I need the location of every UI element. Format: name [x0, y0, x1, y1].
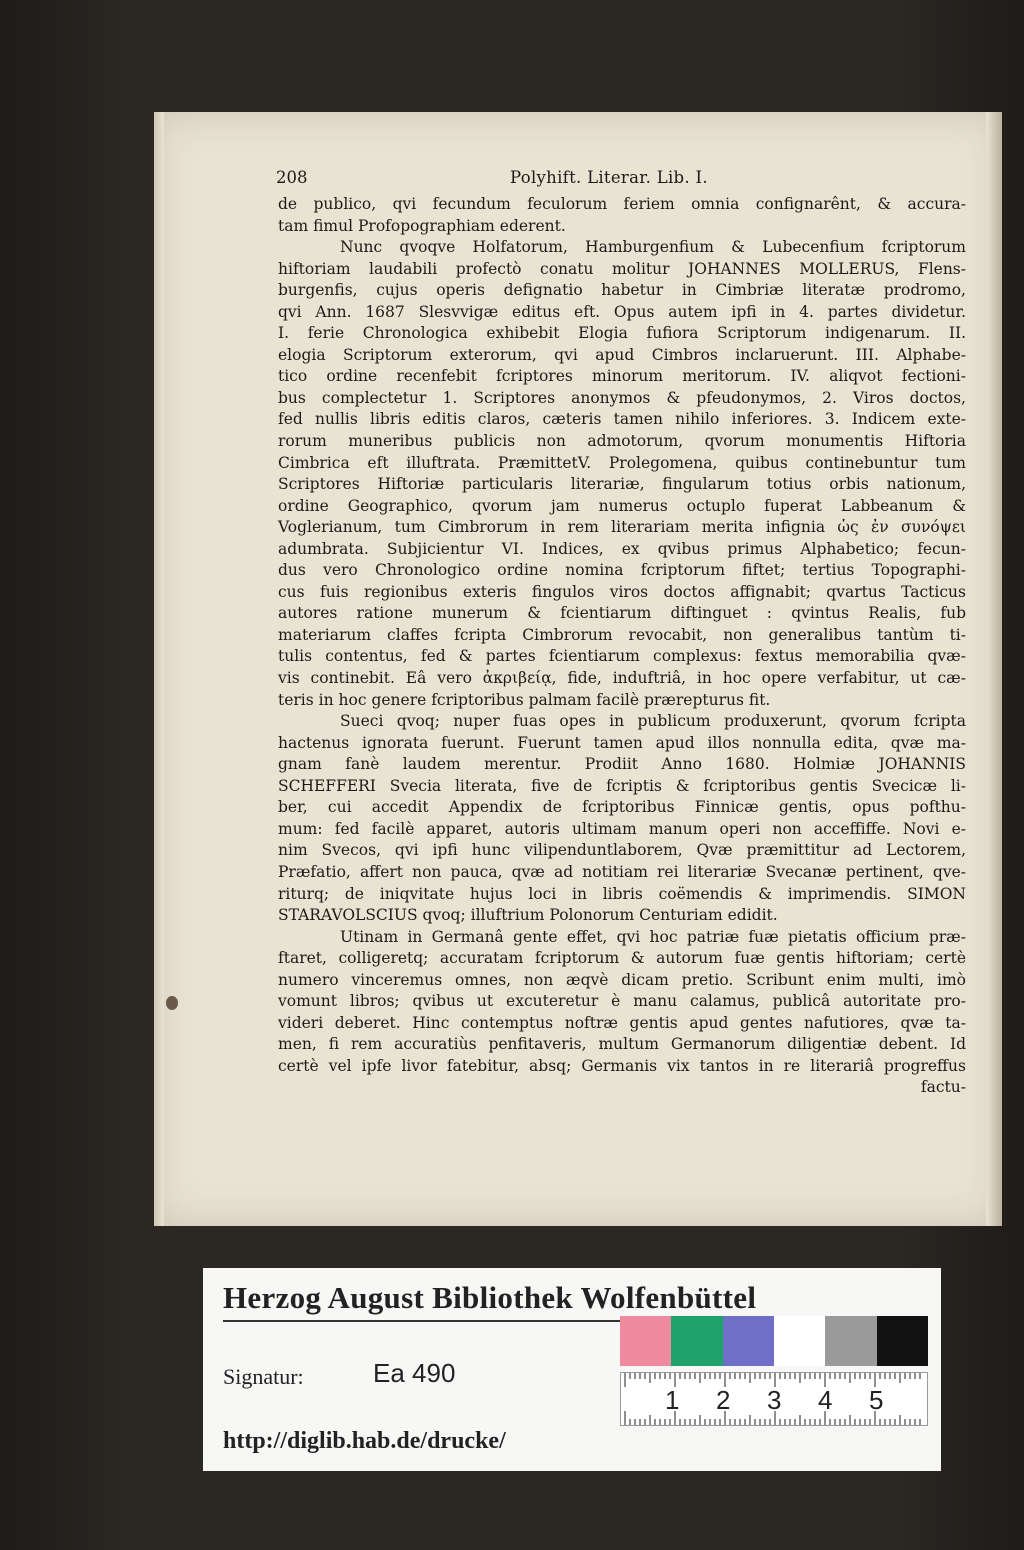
text-line: cus fuis regionibus exteris fingulos viros doctos affignabit; qvartus Tacticus — [278, 582, 966, 601]
text-line: ordine Geographico, qvorum jam numerus octuplo fuperat Labbeanum & — [278, 496, 966, 515]
ruler-number: 5 — [869, 1385, 884, 1415]
color-swatch — [620, 1316, 671, 1366]
body-text — [278, 194, 966, 1099]
text-line: ber, cui accedit Appendix de fcriptoribus Finnicæ gentis, opus pofthu- — [278, 798, 966, 817]
text-line: I. ferie Chronologica exhibebit Elogia fufiora Scriptorum indigenarum. II. — [278, 324, 966, 343]
color-swatch — [877, 1316, 928, 1366]
text-line: videri deberet. Hinc contemptus noftræ gentis apud gentes nafutiores, qvæ ta- — [278, 1013, 966, 1032]
text-line: tulis contentus, fed & partes fcientiarum complexus: fextus memorabilia qvæ- — [278, 647, 966, 666]
page-number: 208 — [276, 168, 308, 187]
text-line: qvi Ann. 1687 Slesvvigæ editus eft. Opus autem ipfi in 4. partes dividetur. — [278, 302, 966, 321]
text-line: adumbrata. Subjicientur VI. Indices, ex qvibus primus Alphabetico; fecun- — [278, 539, 966, 558]
text-line: certè vel ipfe livor fatebitur, absq; Germanis vix tantos in re literariâ progreffus — [278, 1056, 966, 1075]
color-swatch — [774, 1316, 825, 1366]
text-line: men, fi rem accuratiùs penfitaveris, multum Germanorum diligentiæ debent. Id — [278, 1035, 966, 1054]
text-line: hactenus ignorata fuerunt. Fuerunt tamen apud illos nonnulla edita, qvæ ma- — [278, 733, 966, 752]
text-line: burgenfis, cujus operis defignatio habetur in Cimbriæ literatæ prodromo, — [278, 281, 966, 300]
ruler-number: 3 — [767, 1385, 782, 1415]
text-line: riturq; de iniqvitate hujus loci in libris coëmendis & imprimendis. SIMON — [278, 884, 966, 903]
text-line: numero vinceremus omnes, non æqvè dicam pretio. Scribunt enim multi, imò — [278, 970, 966, 989]
text-line: mum: fed facilè apparet, autoris ultimam manum operi non acceffiffe. Novi e- — [278, 819, 966, 838]
library-title: Herzog August Bibliothek Wolfenbüttel — [223, 1280, 757, 1315]
text-line: SCHEFFERI Svecia literata, five de fcriptis & fcriptoribus gentis Svecicæ li- — [278, 776, 966, 795]
text-line: rorum muneribus publicis non admotorum, qvorum monumentis Hiftoria — [278, 432, 966, 451]
text-line: dus vero Chronologico ordine nomina fcriptorum fiftet; tertius Topographi- — [278, 561, 966, 580]
text-line: bus complectetur 1. Scriptores anonymos & pfeudonymos, 2. Viros doctos, — [278, 388, 966, 407]
text-line: elogia Scriptorum exterorum, qvi apud Cimbros inclaruerunt. III. Alphabe- — [278, 345, 966, 364]
ruler-number: 1 — [665, 1385, 680, 1415]
color-calibration-bar — [620, 1316, 928, 1366]
ruler-number: 2 — [716, 1385, 731, 1415]
text-line: ftaret, colligeretq; accuratam fcriptorum & autorum fuæ gentis hiftoriam; certè — [278, 949, 966, 968]
text-line: vomunt libros; qvibus ut excuteretur è manu calamus, publicâ autoritate pro- — [278, 992, 966, 1011]
text-line: gnam fanè laudem merentur. Prodiit Anno 1680. Holmiæ JOHANNIS — [278, 755, 966, 774]
signatur-label: Signatur: — [223, 1364, 304, 1389]
text-line: Nunc qvoqve Holfatorum, Hamburgenfium & Lubecenfium fcriptorum — [340, 238, 966, 257]
text-line: tam fimul Profopographiam ederent. — [278, 216, 566, 235]
text-line: hiftoriam laudabili profectò conatu molitur JOHANNES MOLLERUS, Flens- — [278, 259, 966, 278]
text-line: STARAVOLSCIUS qvoq; illuftrium Polonorum Centuriam edidit. — [278, 906, 778, 925]
text-line: tico ordine recenfebit fcriptores minorum meritorum. IV. aliqvot fectioni- — [278, 367, 966, 386]
text-line: vis continebit. Eâ vero ἀκριβείᾳ, fide, induftriâ, in hoc opere verfabitur, ut cæ- — [278, 669, 966, 688]
library-url: http://diglib.hab.de/drucke/ — [223, 1428, 506, 1454]
color-swatch — [671, 1316, 722, 1366]
text-line: nim Svecos, qvi ipfi hunc vilipenduntlaborem, Qvæ præmittitur ad Lectorem, — [278, 841, 966, 860]
text-line: de publico, qvi fecundum feculorum feriem omnia confignarênt, & accura- — [278, 195, 966, 213]
page-stain — [166, 996, 178, 1010]
page-edge — [986, 112, 1002, 1226]
running-head — [276, 168, 976, 190]
signatur-value: Ea 490 — [373, 1358, 456, 1388]
text-line: Præfatio, affert non pauca, qvæ ad notitiam rei literariæ Svecanæ pertinent, qve- — [278, 862, 966, 881]
text-line: Voglerianum, tum Cimbrorum in rem literariam merita infignia ὡς ἐν συνόψει — [278, 518, 966, 537]
text-line: Scriptores Hiftoriæ particularis literariæ, fingularum totius orbis nationum, — [278, 475, 966, 494]
text-line: factu- — [920, 1078, 966, 1097]
text-line: autores ratione munerum & fcientiarum diftinguet : qvintus Realis, fub — [278, 604, 966, 623]
library-card — [203, 1268, 941, 1471]
page-gutter-shadow — [154, 112, 164, 1226]
text-line: Utinam in Germanâ gente effet, qvi hoc patriæ fuæ pietatis officium præ- — [340, 927, 966, 946]
book-page — [154, 112, 1002, 1226]
color-swatch — [723, 1316, 774, 1366]
text-line: materiarum claffes fcripta Cimbrorum revocabit, non generalibus tantùm ti- — [278, 625, 966, 644]
running-title: Polyhift. Literar. Lib. I. — [510, 168, 708, 187]
scale-ruler — [620, 1372, 928, 1426]
text-line: Sueci qvoq; nuper fuas opes in publicum produxerunt, qvorum fcripta — [340, 712, 966, 731]
text-line: teris in hoc genere fcriptoribus palmam facilè prærepturus fit. — [278, 690, 771, 709]
text-line: Cimbrica eft illuftrata. PræmittetV. Prolegomena, quibus continebuntur tum — [278, 453, 966, 472]
color-swatch — [825, 1316, 876, 1366]
text-line: fed nullis libris editis claros, cæteris tamen nihilo inferiores. 3. Indicem exte- — [278, 410, 966, 429]
ruler-number: 4 — [818, 1385, 833, 1415]
